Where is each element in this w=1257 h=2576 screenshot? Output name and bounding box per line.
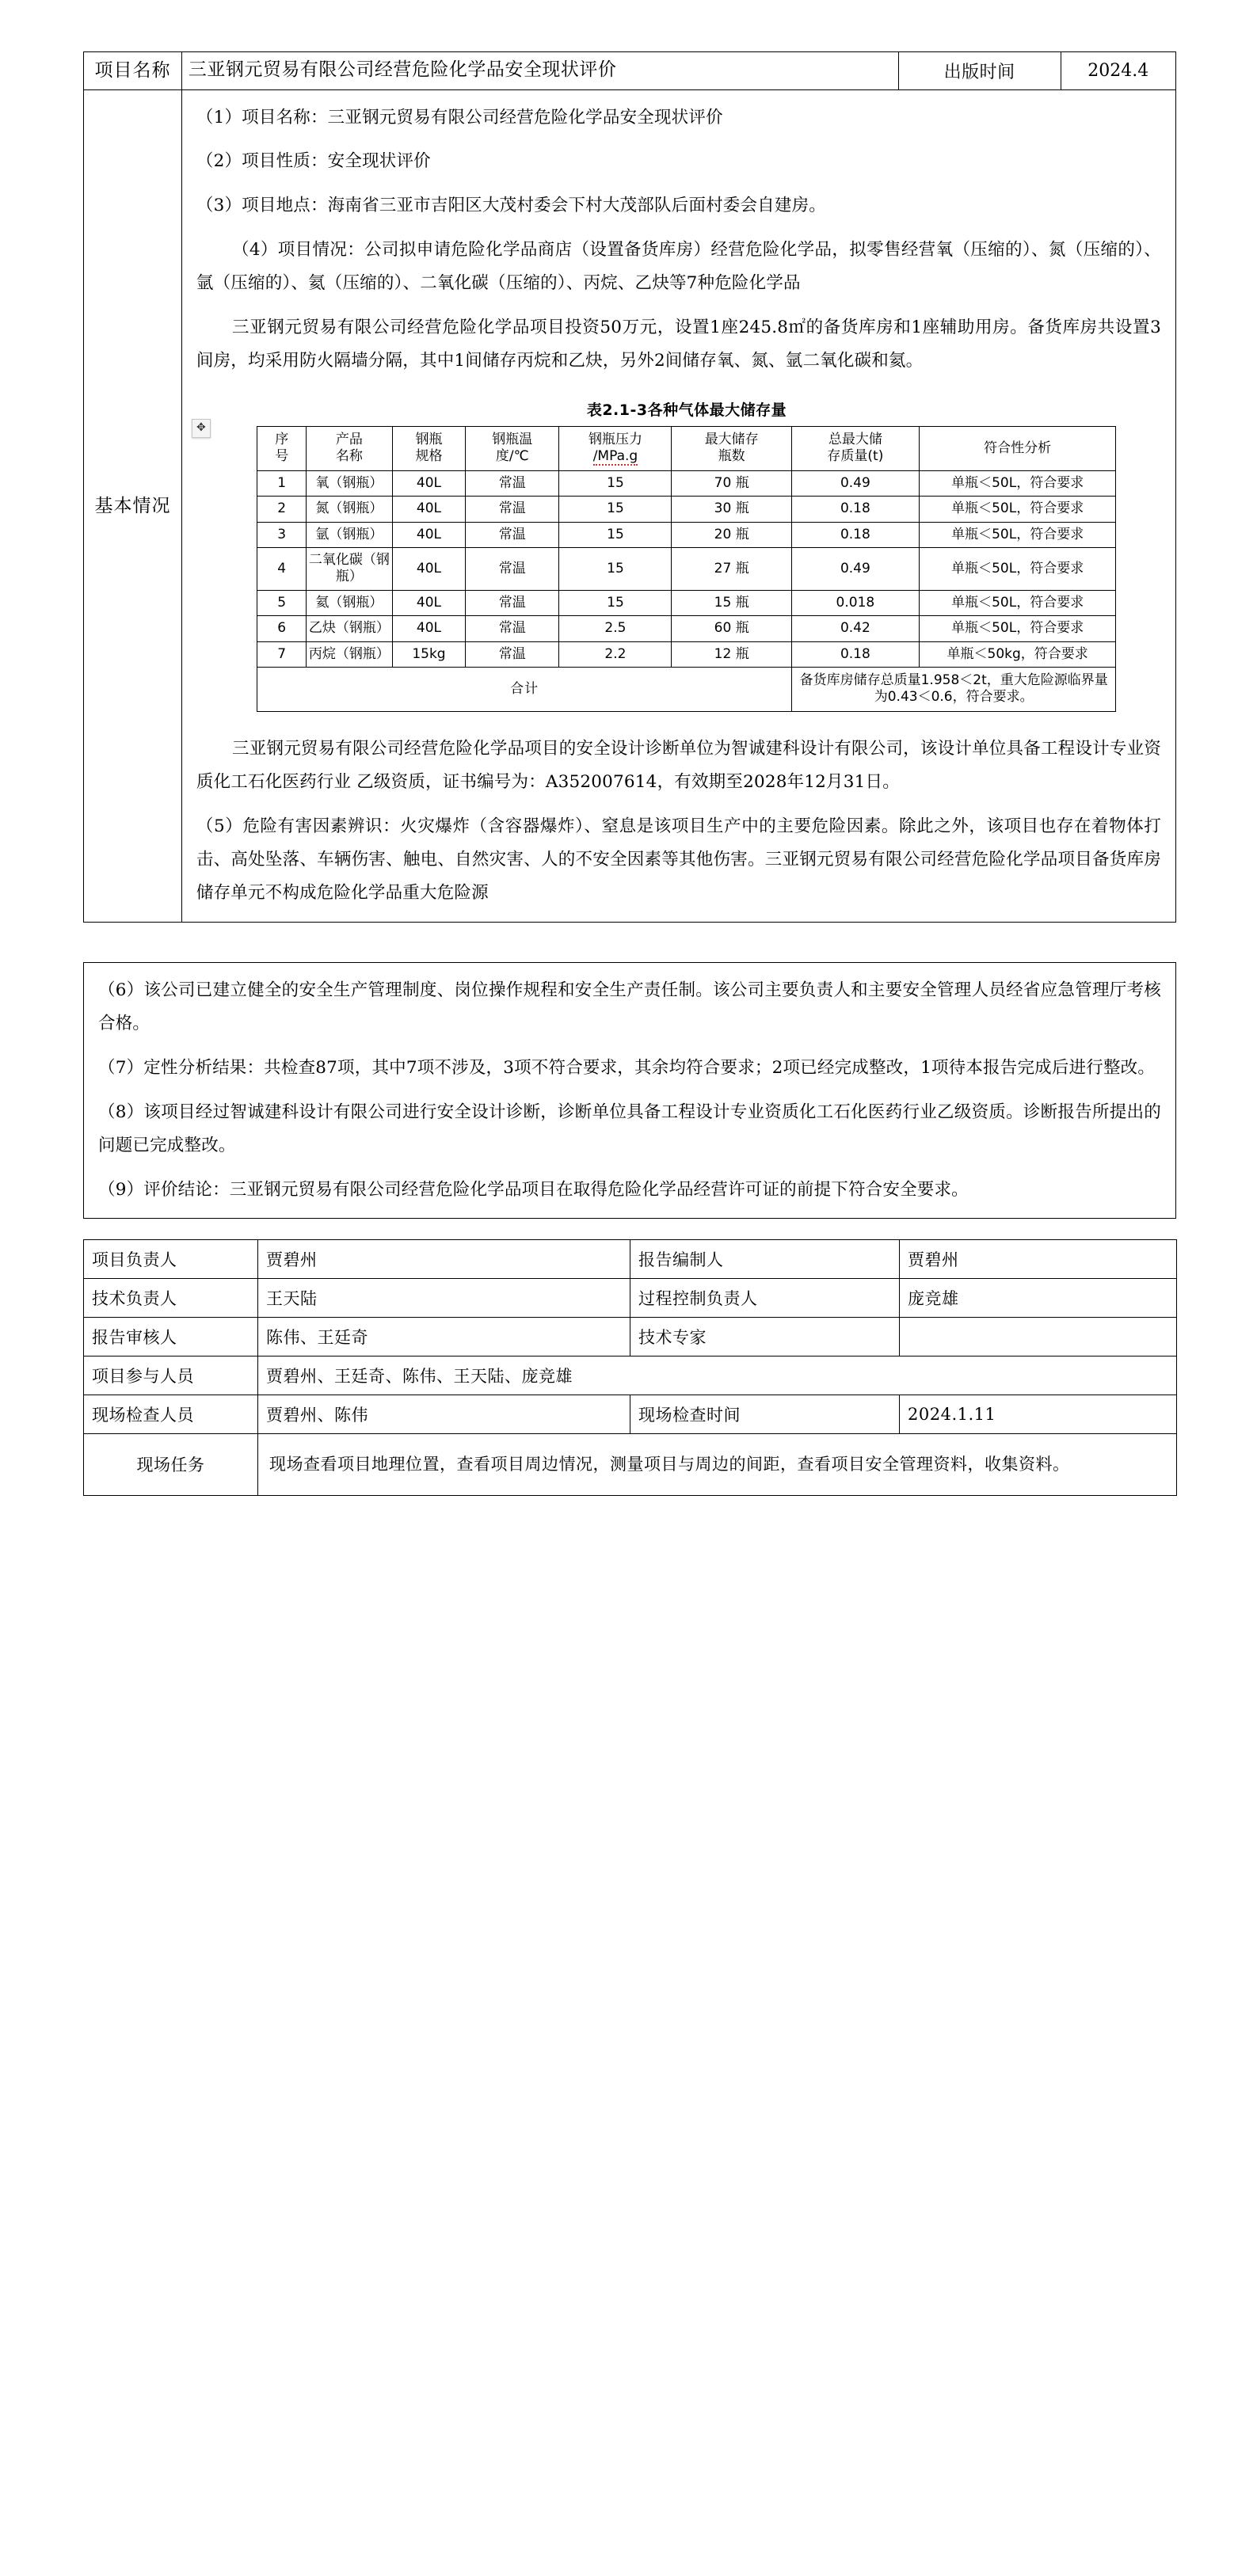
cell-pressure: 2.5 [559,616,672,641]
col-header-temperature: 钢瓶温 度/℃ [466,426,559,470]
gas-table-body [257,470,1116,711]
label-report-author: 报告编制人 [630,1239,900,1278]
move-handle-icon[interactable]: ✥ [192,419,211,438]
gas-storage-table-block [196,398,1161,712]
cell-temperature: 常温 [466,590,559,615]
basic-situation-body [181,89,1175,923]
value-process-control-leader: 庞竞雄 [900,1278,1177,1317]
table-row-total [257,668,1116,712]
cell-product: 二氧化碳（钢瓶） [306,547,392,590]
cell-spec: 40L [392,616,465,641]
col-header-spec: 钢瓶 规格 [392,426,465,470]
cell-bottles: 30 瓶 [672,497,791,522]
paragraph-management-system: （6）该公司已建立健全的安全生产管理制度、岗位操作规程和安全生产责任制。该公司主要负责人和主要安全管理人员经省应急管理厅考核合格。 [98,980,1161,1034]
paragraph-hazard-identification: （5）危险有害因素辨识：火灾爆炸（含容器爆炸）、窒息是该项目生产中的主要危险因素。除此之外，该项目也存在着物体打击、高处坠落、车辆伤害、触电、自然灾害、人的不安全因素等其他伤害。三亚钢元贸易有限公司经营危险化学品项目备货库房储存单元不构成危险化学品重大危险源 [196,816,1161,903]
personnel-table [83,1239,1177,1496]
cell-pressure: 15 [559,470,672,496]
label-report-reviewer: 报告审核人 [84,1317,258,1356]
table-row [84,1395,1177,1433]
cell-pressure: 15 [559,497,672,522]
paragraph-evaluation-conclusion: （9）评价结论：三亚钢元贸易有限公司经营危险化学品项目在取得危险化学品经营许可证的前提下符合安全要求。 [98,1180,969,1200]
value-participants: 贾碧州、王廷奇、陈伟、王天陆、庞竞雄 [258,1356,1177,1395]
cell-compliance: 单瓶＜50kg，符合要求 [919,641,1116,667]
project-name-value: 三亚钢元贸易有限公司经营危险化学品安全现状评价 [181,52,898,90]
col-header-bottles: 最大储存 瓶数 [672,426,791,470]
cell-spec: 40L [392,547,465,590]
table-row [84,1356,1177,1395]
cell-temperature: 常温 [466,641,559,667]
cell-mass: 0.18 [791,522,919,547]
cell-spec: 40L [392,590,465,615]
table-row [84,1317,1177,1356]
value-report-author: 贾碧州 [900,1239,1177,1278]
value-report-reviewer: 陈伟、王廷奇 [258,1317,630,1356]
label-process-control-leader: 过程控制负责人 [630,1278,900,1317]
cell-product: 氧（钢瓶） [306,470,392,496]
cell-compliance: 单瓶＜50L，符合要求 [919,470,1116,496]
table-row-conclusions [84,963,1176,1219]
label-participants: 项目参与人员 [84,1356,258,1395]
paragraph-project-nature: （2）项目性质：安全现状评价 [196,151,431,172]
col-header-mass: 总最大储 存质量(t) [791,426,919,470]
value-site-task: 现场查看项目地理位置，查看项目周边情况，测量项目与周边的间距，查看项目安全管理资料，收集资料。 [258,1433,1177,1495]
cell-index: 6 [257,616,307,641]
publish-time-label: 出版时间 [898,52,1061,90]
paragraph-project-location: （3）项目地点：海南省三亚市吉阳区大茂村委会下村大茂部队后面村委会自建房。 [196,196,826,216]
table-row-project-title [84,52,1176,90]
cell-spec: 40L [392,522,465,547]
table-row [257,497,1116,522]
table-row-site-task [84,1433,1177,1495]
paragraph-design-audit: （8）该项目经过智诚建科设计有限公司进行安全设计诊断，诊断单位具备工程设计专业资质化工石化医药行业乙级资质。诊断报告所提出的问题已完成整改。 [98,1102,1161,1156]
cell-bottles: 20 瓶 [672,522,791,547]
cell-bottles: 27 瓶 [672,547,791,590]
cell-product: 丙烷（钢瓶） [306,641,392,667]
investment-line-1: 三亚钢元贸易有限公司经营危险化学品项目投资50万元，设置1座245.8 [232,318,789,338]
cell-product: 氩（钢瓶） [306,522,392,547]
cell-compliance: 单瓶＜50L，符合要求 [919,590,1116,615]
paragraph-design-diagnosis: 三亚钢元贸易有限公司经营危险化学品项目的安全设计诊断单位为智诚建科设计有限公司，该设计单位具备工程设计专业资质化工石化医药行业 乙级资质，证书编号为：A352007614，有效期至2028年12月31日。 [196,738,1161,792]
cell-total-label: 合计 [257,668,791,712]
table-row [257,590,1116,615]
table-row-basic-situation [84,89,1176,923]
project-name-label: 项目名称 [84,52,182,90]
label-inspection-time: 现场检查时间 [630,1395,900,1433]
cell-compliance: 单瓶＜50L，符合要求 [919,497,1116,522]
cell-temperature: 常温 [466,497,559,522]
cell-index: 7 [257,641,307,667]
paragraph-investment [196,311,1161,378]
cell-temperature: 常温 [466,470,559,496]
label-site-inspectors: 现场检查人员 [84,1395,258,1433]
cell-index: 4 [257,547,307,590]
cell-spec: 40L [392,470,465,496]
cell-index: 3 [257,522,307,547]
gas-table-header-row [257,426,1116,470]
cell-product: 氮（钢瓶） [306,497,392,522]
paragraph-qualitative-analysis: （7）定性分析结果：共检查87项，其中7项不涉及，3项不符合要求，其余均符合要求；2项已经完成整改，1项待本报告完成后进行整改。 [98,1058,1156,1079]
cell-pressure: 2.2 [559,641,672,667]
cell-index: 5 [257,590,307,615]
paragraph-project-situation: （4）项目情况：公司拟申请危险化学品商店（设置备货库房）经营危险化学品，拟零售经营氧（压缩的）、氮（压缩的）、氩（压缩的）、氦（压缩的）、二氧化碳（压缩的）、丙烷、乙炔等7种危险化学品 [196,240,1161,294]
basic-situation-label: 基本情况 [84,89,182,923]
cell-spec: 15kg [392,641,465,667]
paragraph-project-name: （1）项目名称：三亚钢元贸易有限公司经营危险化学品安全现状评价 [196,107,723,127]
label-project-leader: 项目负责人 [84,1239,258,1278]
cell-compliance: 单瓶＜50L，符合要求 [919,547,1116,590]
cell-product: 乙炔（钢瓶） [306,616,392,641]
conclusions-table [83,962,1176,1219]
value-technical-leader: 王天陆 [258,1278,630,1317]
col-header-compliance: 符合性分析 [919,426,1116,470]
cell-compliance: 单瓶＜50L，符合要求 [919,522,1116,547]
gas-storage-table-title: 表2.1-3各种气体最大储存量 [586,401,787,419]
cell-bottles: 15 瓶 [672,590,791,615]
cell-mass: 0.18 [791,497,919,522]
cell-pressure: 15 [559,547,672,590]
cell-bottles: 12 瓶 [672,641,791,667]
table-row [84,1239,1177,1278]
label-technical-leader: 技术负责人 [84,1278,258,1317]
cell-bottles: 70 瓶 [672,470,791,496]
value-inspection-time: 2024.1.11 [900,1395,1177,1433]
cell-pressure: 15 [559,522,672,547]
cell-index: 2 [257,497,307,522]
label-site-task: 现场任务 [84,1433,258,1495]
value-technical-expert [900,1317,1177,1356]
table-row [257,470,1116,496]
basic-info-table [83,51,1176,923]
cell-temperature: 常温 [466,547,559,590]
col-header-product: 产品 名称 [306,426,392,470]
table-row [257,522,1116,547]
table-row [257,616,1116,641]
cell-total-note: 备货库房储存总质量1.958＜2t，重大危险源临界量为0.43＜0.6，符合要求。 [791,668,1116,712]
value-site-inspectors: 贾碧州、陈伟 [258,1395,630,1433]
section-divider [83,923,1178,943]
table-row [257,547,1116,590]
cell-mass: 0.42 [791,616,919,641]
cell-mass: 0.49 [791,470,919,496]
gas-storage-table [257,426,1116,712]
label-technical-expert: 技术专家 [630,1317,900,1356]
table-row [257,641,1116,667]
col-header-index: 序 号 [257,426,307,470]
cell-index: 1 [257,470,307,496]
investment-line-2: ㎡的备货库房和1座辅助用房。备货库房共设置3间房，均采用防火隔墙分隔，其中1间储存丙烷和乙炔，另外2间储存氧、氮、氩二氧化碳和氦。 [196,318,1161,371]
cell-mass: 0.49 [791,547,919,590]
cell-pressure: 15 [559,590,672,615]
value-project-leader: 贾碧州 [258,1239,630,1278]
cell-mass: 0.018 [791,590,919,615]
cell-bottles: 60 瓶 [672,616,791,641]
publish-time-value: 2024.4 [1061,52,1175,90]
cell-spec: 40L [392,497,465,522]
cell-temperature: 常温 [466,522,559,547]
col-header-pressure: 钢瓶压力 /MPa.g [559,426,672,470]
cell-compliance: 单瓶＜50L，符合要求 [919,616,1116,641]
cell-mass: 0.18 [791,641,919,667]
cell-product: 氦（钢瓶） [306,590,392,615]
conclusions-body [84,963,1176,1219]
cell-temperature: 常温 [466,616,559,641]
table-row [84,1278,1177,1317]
